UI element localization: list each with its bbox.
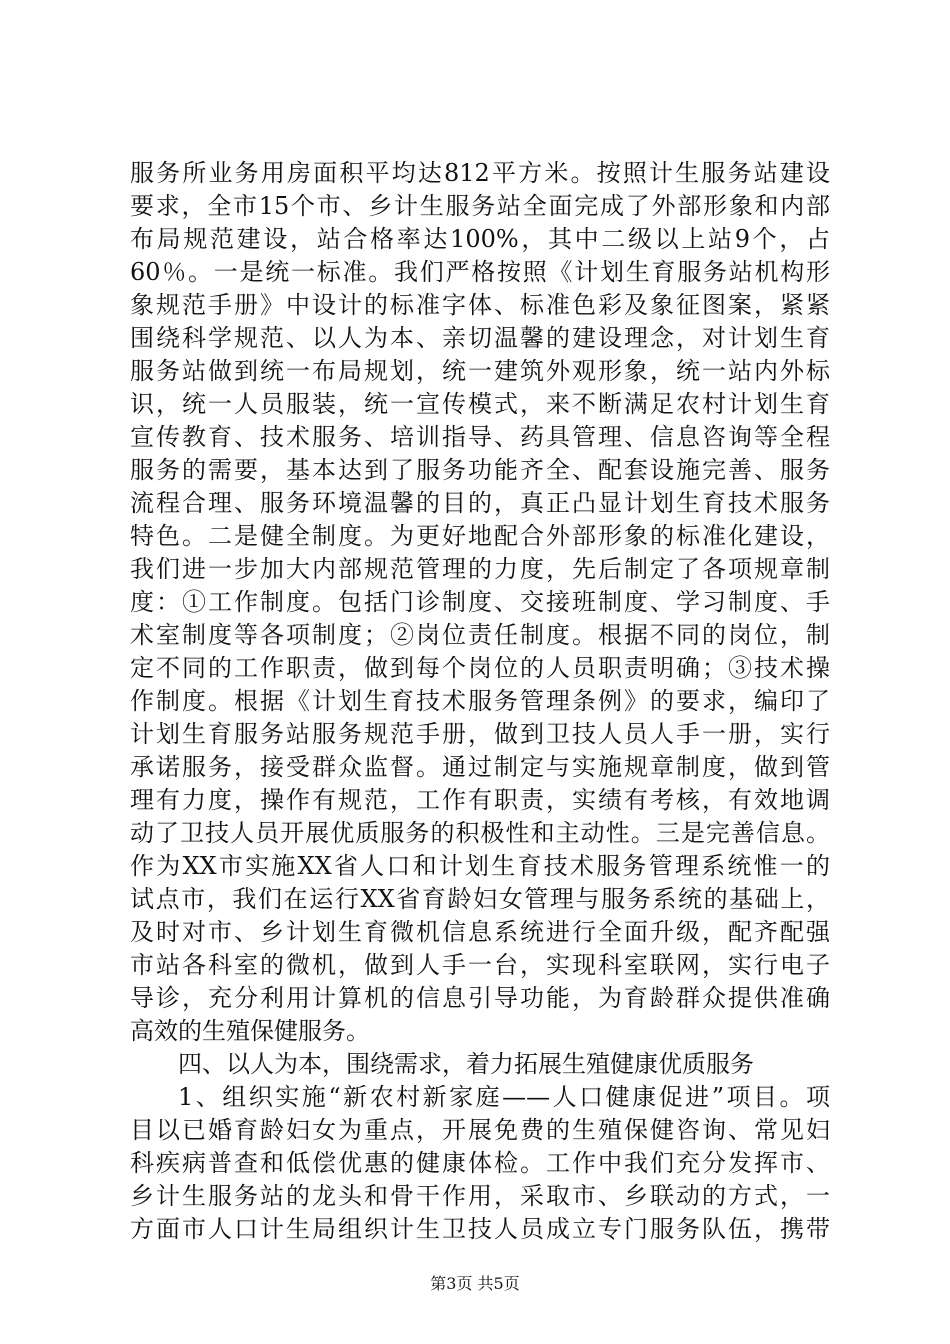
text-line: 目以已婚育龄妇女为重点，开展免费的生殖保健咨询、常见妇 xyxy=(130,1116,830,1144)
text-line: 宣传教育、技术服务、培训指导、药具管理、信息咨询等全程 xyxy=(130,423,830,451)
text-line: 围绕科学规范、以人为本、亲切温馨的建设理念，对计划生育 xyxy=(130,324,830,352)
text-line: 试点市，我们在运行XX省育龄妇女管理与服务系统的基础上， xyxy=(130,885,830,913)
text-line: 特色。二是健全制度。为更好地配合外部形象的标准化建设， xyxy=(130,522,830,550)
text-line: 布局规范建设，站合格率达100%，其中二级以上站9个，占 xyxy=(130,225,830,253)
text-line: 识，统一人员服装，统一宣传模式，来不断满足农村计划生育 xyxy=(130,390,830,418)
text-line: 乡计生服务站的龙头和骨干作用，采取市、乡联动的方式，一 xyxy=(130,1182,830,1210)
text-line: 高效的生殖保健服务。 xyxy=(130,1017,370,1045)
text-line: 60％。一是统一标准。我们严格按照《计划生育服务站机构形 xyxy=(130,258,830,286)
text-line: 我们进一步加大内部规范管理的力度，先后制定了各项规章制 xyxy=(130,555,830,583)
text-line: 流程合理、服务环境温馨的目的，真正凸显计划生育技术服务 xyxy=(130,489,830,517)
text-line: 作为XX市实施XX省人口和计划生育技术服务管理系统惟一的 xyxy=(130,852,830,880)
page-number-footer: 第3页 共5页 xyxy=(430,1274,520,1293)
text-line: 要求，全市15个市、乡计生服务站全面完成了外部形象和内部 xyxy=(130,192,830,220)
text-line: 1、组织实施“新农村新家庭——人口健康促进”项目。项 xyxy=(178,1083,830,1111)
text-line: 动了卫技人员开展优质服务的积极性和主动性。三是完善信息。 xyxy=(130,819,830,847)
text-line: 作制度。根据《计划生育技术服务管理条例》的要求，编印了 xyxy=(130,687,830,715)
text-line: 方面市人口计生局组织计生卫技人员成立专门服务队伍，携带 xyxy=(130,1215,830,1243)
text-line: 服务的需要，基本达到了服务功能齐全、配套设施完善、服务 xyxy=(130,456,830,484)
text-line: 术室制度等各项制度；②岗位责任制度。根据不同的岗位，制 xyxy=(130,621,830,649)
text-line: 及时对市、乡计划生育微机信息系统进行全面升级，配齐配强 xyxy=(130,918,830,946)
text-line: 科疾病普查和低偿优惠的健康体检。工作中我们充分发挥市、 xyxy=(130,1149,830,1177)
section-heading: 四、以人为本，围绕需求，着力拓展生殖健康优质服务 xyxy=(178,1050,754,1078)
text-line: 导诊，充分利用计算机的信息引导功能，为育龄群众提供准确 xyxy=(130,984,830,1012)
text-line: 理有力度，操作有规范，工作有职责，实绩有考核，有效地调 xyxy=(130,786,830,814)
text-line: 服务所业务用房面积平均达812平方米。按照计生服务站建设 xyxy=(130,159,830,187)
text-line: 服务站做到统一布局规划，统一建筑外观形象，统一站内外标 xyxy=(130,357,830,385)
text-line: 承诺服务，接受群众监督。通过制定与实施规章制度，做到管 xyxy=(130,753,830,781)
body-text xyxy=(130,157,830,1246)
text-line: 市站各科室的微机，做到人手一台，实现科室联网，实行电子 xyxy=(130,951,830,979)
text-line: 度：①工作制度。包括门诊制度、交接班制度、学习制度、手 xyxy=(130,588,830,616)
text-line: 象规范手册》中设计的标准字体、标准色彩及象征图案，紧紧 xyxy=(130,291,830,319)
text-line: 定不同的工作职责，做到每个岗位的人员职责明确；③技术操 xyxy=(130,654,830,682)
text-line: 计划生育服务站服务规范手册，做到卫技人员人手一册，实行 xyxy=(130,720,830,748)
